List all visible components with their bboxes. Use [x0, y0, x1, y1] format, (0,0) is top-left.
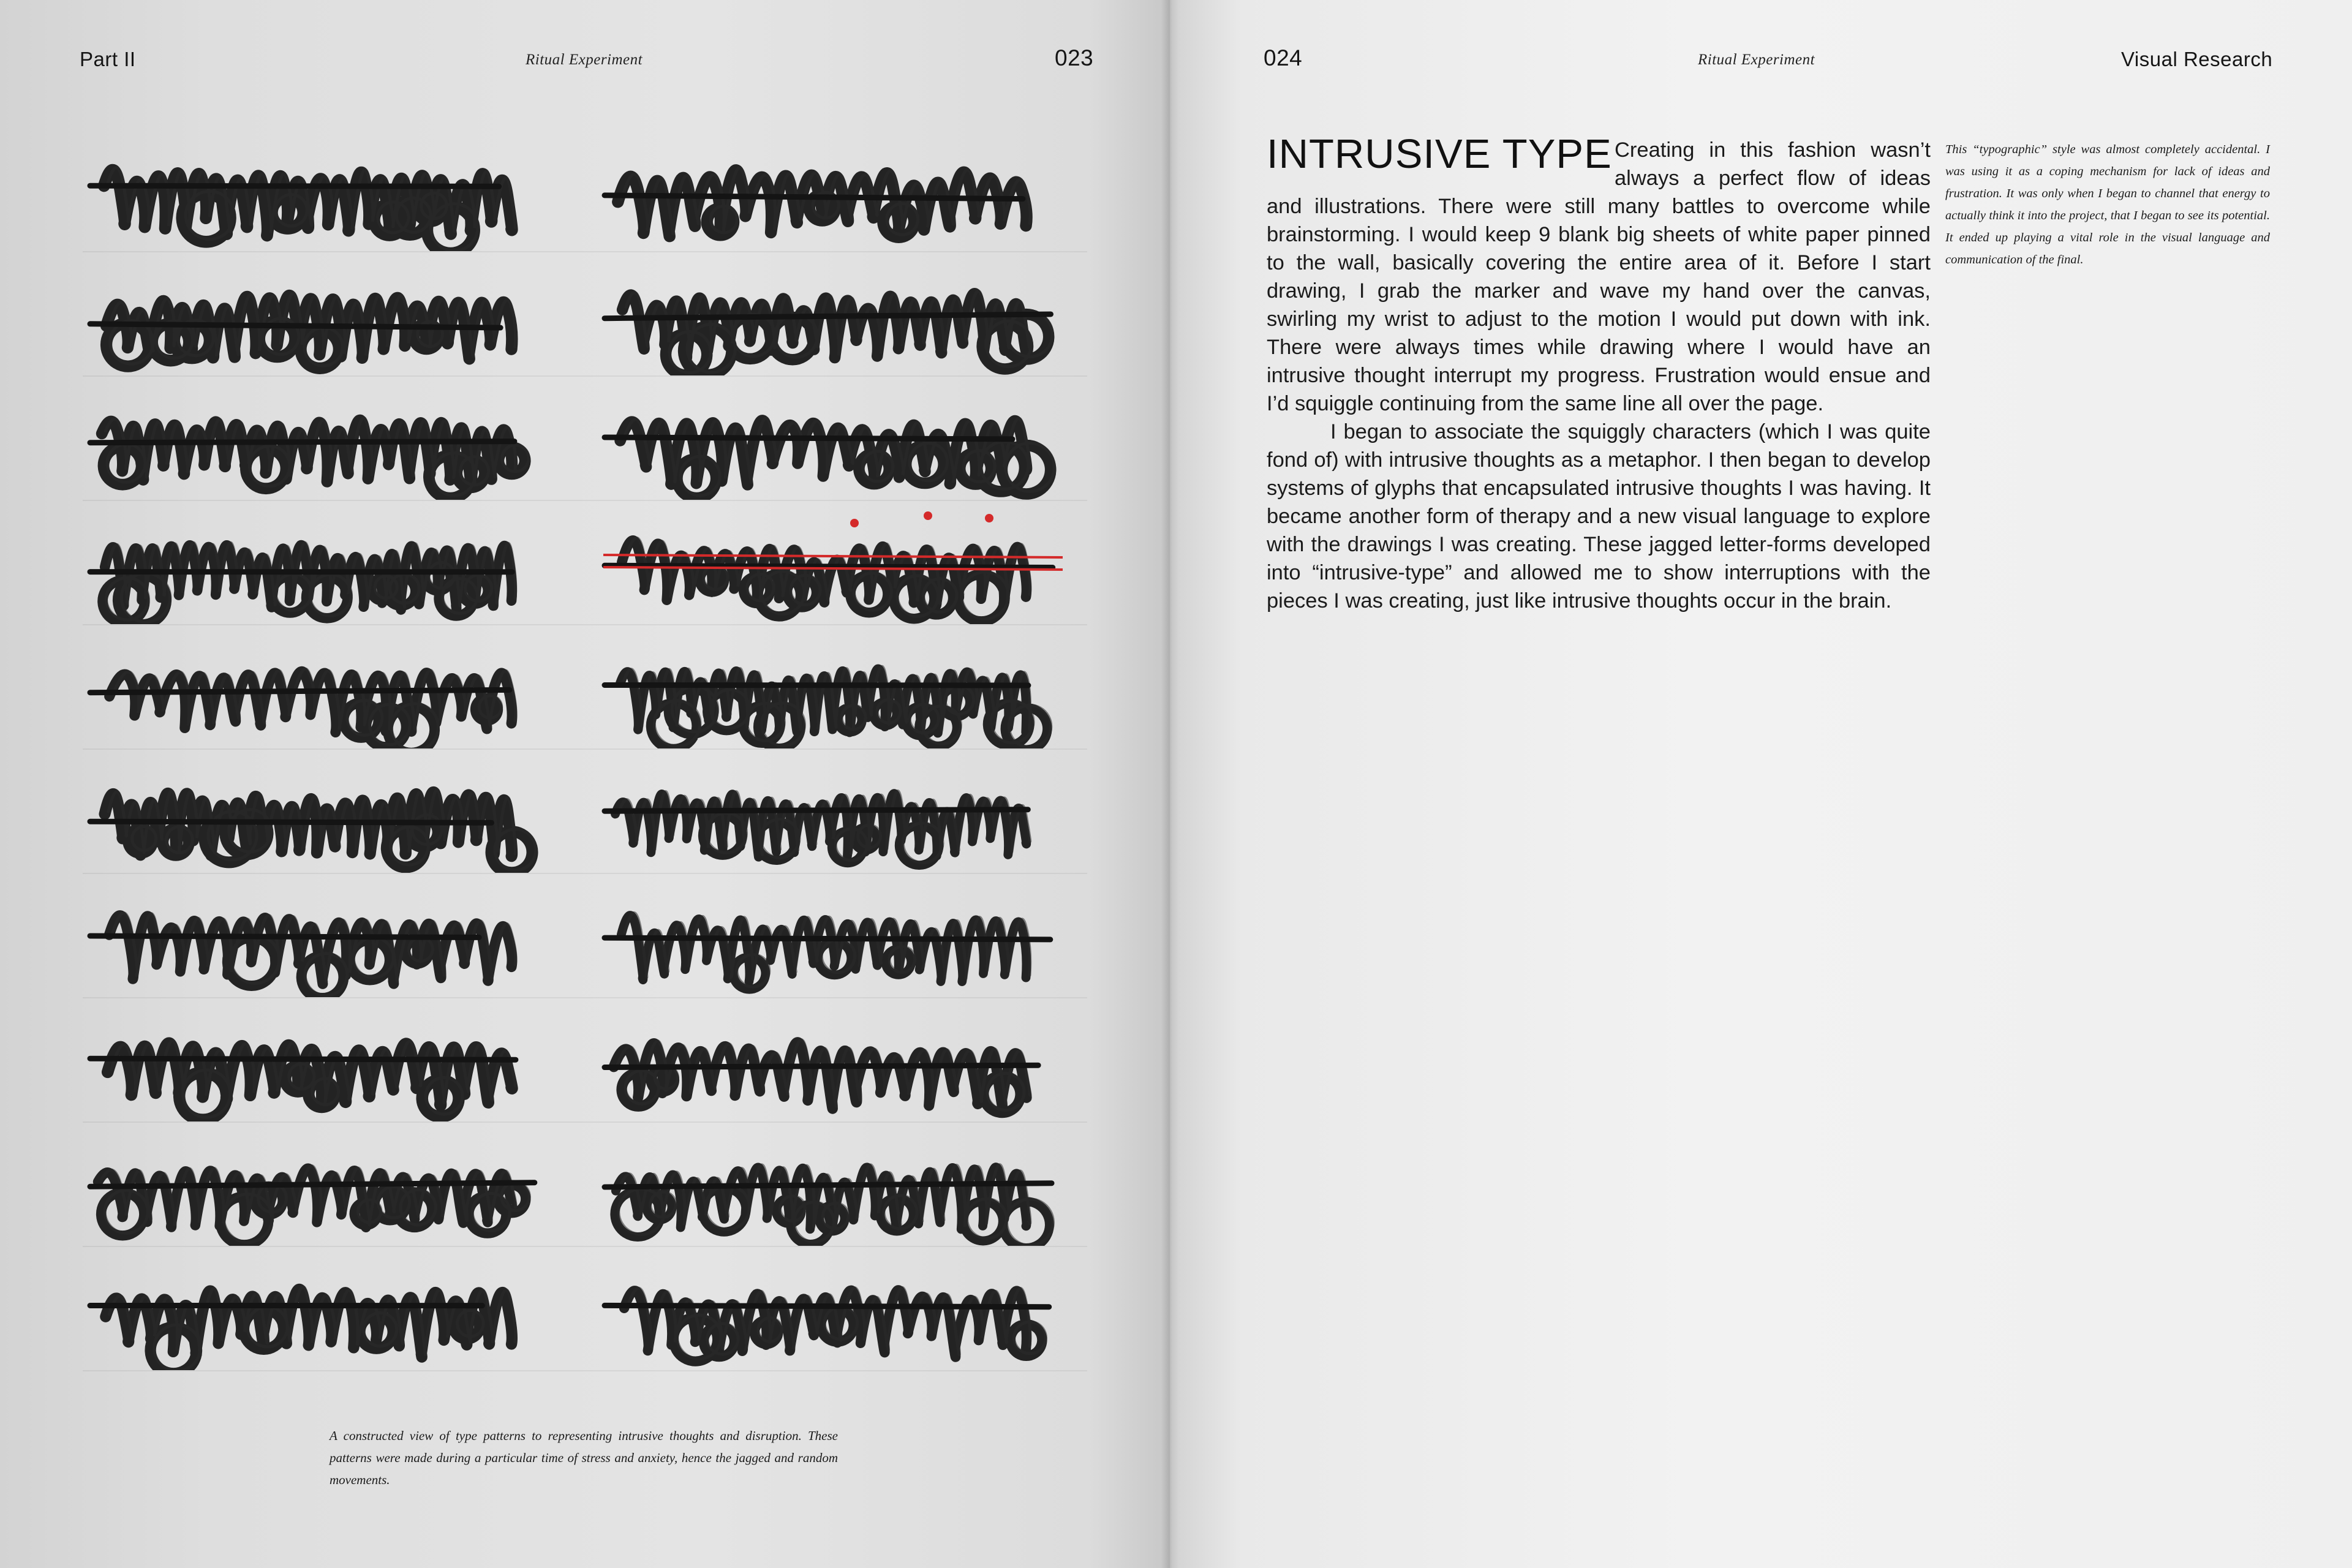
- glyph-word-scribble: [597, 753, 1081, 873]
- glyph-row: [83, 1126, 1087, 1247]
- glyph-row: [83, 1002, 1087, 1123]
- scribble-glyph-icon: [83, 1251, 567, 1370]
- scribble-glyph-icon: [597, 1251, 1081, 1370]
- glyph-row: [83, 505, 1087, 625]
- scribble-glyph-icon: [597, 380, 1081, 500]
- glyph-word-scribble: [597, 380, 1081, 500]
- glyph-word-scribble: [83, 753, 567, 873]
- scribble-glyph-icon: [83, 1126, 567, 1246]
- glyph-word-scribble: [83, 132, 567, 251]
- body-paragraph-1: Creating in this fashion wasn’t always a perfect flow of ideas and illustrations. There were still many battles to overcome while brainstorming. I would keep 9 blank big sheets of white paper pinned to the wall, basically covering the entire area of it. Before I start drawing, I grab the marker and wave my hand over the canvas, swirling my wrist to adjust to the motion I would put down with ink. There were always times while drawing where I would have an intrusive thought interrupt my progress. Frustration would ensue and I’d squiggle continuing from the same line all over the page.: [1267, 138, 1931, 415]
- glyph-word-scribble: [597, 1251, 1081, 1370]
- article-heading: INTRUSIVE TYPE: [1267, 131, 1612, 177]
- glyph-row: [83, 380, 1087, 501]
- glyph-word-scribble: [597, 132, 1081, 251]
- scribble-glyph-icon: [597, 1002, 1081, 1121]
- heading-spacer: [1267, 136, 1615, 191]
- page-number-right: 024: [1264, 45, 1303, 70]
- intrusive-type-glyph-figure: [83, 132, 1087, 1375]
- glyph-word-scribble: [83, 1251, 567, 1370]
- scribble-glyph-icon: [597, 753, 1081, 873]
- scribble-glyph-icon: [597, 505, 1081, 624]
- running-title-right: Ritual Experiment: [1698, 51, 1815, 68]
- scribble-glyph-icon: [83, 1002, 567, 1121]
- glyph-word-scribble: [83, 380, 567, 500]
- glyph-word-scribble: [83, 629, 567, 748]
- figure-caption: A constructed view of type patterns to representing intrusive thoughts and disruption. These patterns were made during a particular time of stress and anxiety, hence the jagged and random movements.: [330, 1428, 838, 1487]
- scribble-glyph-icon: [83, 132, 567, 251]
- glyph-word-scribble: [597, 1002, 1081, 1121]
- scribble-glyph-icon: [597, 1126, 1081, 1246]
- glyph-word-scribble: [83, 505, 567, 624]
- scribble-glyph-icon: [83, 753, 567, 873]
- glyph-word-scribble: [597, 505, 1081, 624]
- section-label-right: Visual Research: [2121, 48, 2273, 70]
- glyph-word-scribble: [597, 878, 1081, 997]
- scribble-glyph-icon: [83, 878, 567, 997]
- scribble-glyph-icon: [597, 629, 1081, 748]
- scribble-glyph-icon: [83, 380, 567, 500]
- scribble-glyph-icon: [597, 132, 1081, 251]
- page-number-left: 023: [1055, 45, 1094, 70]
- glyph-row: [83, 256, 1087, 377]
- scribble-glyph-icon: [597, 878, 1081, 997]
- glyph-word-scribble: [83, 1126, 567, 1246]
- glyph-row: [83, 629, 1087, 750]
- glyph-word-scribble: [597, 629, 1081, 748]
- scribble-glyph-icon: [83, 505, 567, 624]
- glyph-row: [83, 753, 1087, 874]
- glyph-row: [83, 1251, 1087, 1371]
- left-page: [0, 0, 1170, 1568]
- glyph-word-scribble: [83, 878, 567, 997]
- glyph-row: [83, 878, 1087, 998]
- article-body: [1267, 136, 1931, 615]
- glyph-word-scribble: [83, 1002, 567, 1121]
- glyph-word-scribble: [597, 1126, 1081, 1246]
- glyph-word-scribble: [83, 256, 567, 375]
- glyph-word-scribble: [597, 256, 1081, 375]
- scribble-glyph-icon: [83, 256, 567, 375]
- section-label-left: Part II: [80, 48, 136, 70]
- scribble-glyph-icon: [83, 629, 567, 748]
- book-gutter: [1161, 0, 1180, 1568]
- running-title-left: Ritual Experiment: [526, 51, 643, 68]
- margin-note: This “typographic” style was almost completely accidental. I was using it as a coping mechanism for lack of ideas and frustration. It was only when I began to channel that energy to actually think it into the project, that I began to see its potential. It ended up playing a vital role in the visual language and communication of the final.: [1945, 143, 2270, 266]
- scribble-glyph-icon: [597, 256, 1081, 375]
- glyph-row: [83, 132, 1087, 252]
- body-paragraph-2: I began to associate the squiggly characters (which I was quite fond of) with intrusive thoughts as a metaphor. I then began to develop systems of glyphs that encapsulated intrusive thoughts I was having. It became another form of therapy and a new visual language to explore with the drawings I was creating. These jagged letter-forms developed into “intrusive-type” and allowed me to show interruptions with the pieces I was creating, just like intrusive thoughts occur in the brain.: [1267, 420, 1931, 612]
